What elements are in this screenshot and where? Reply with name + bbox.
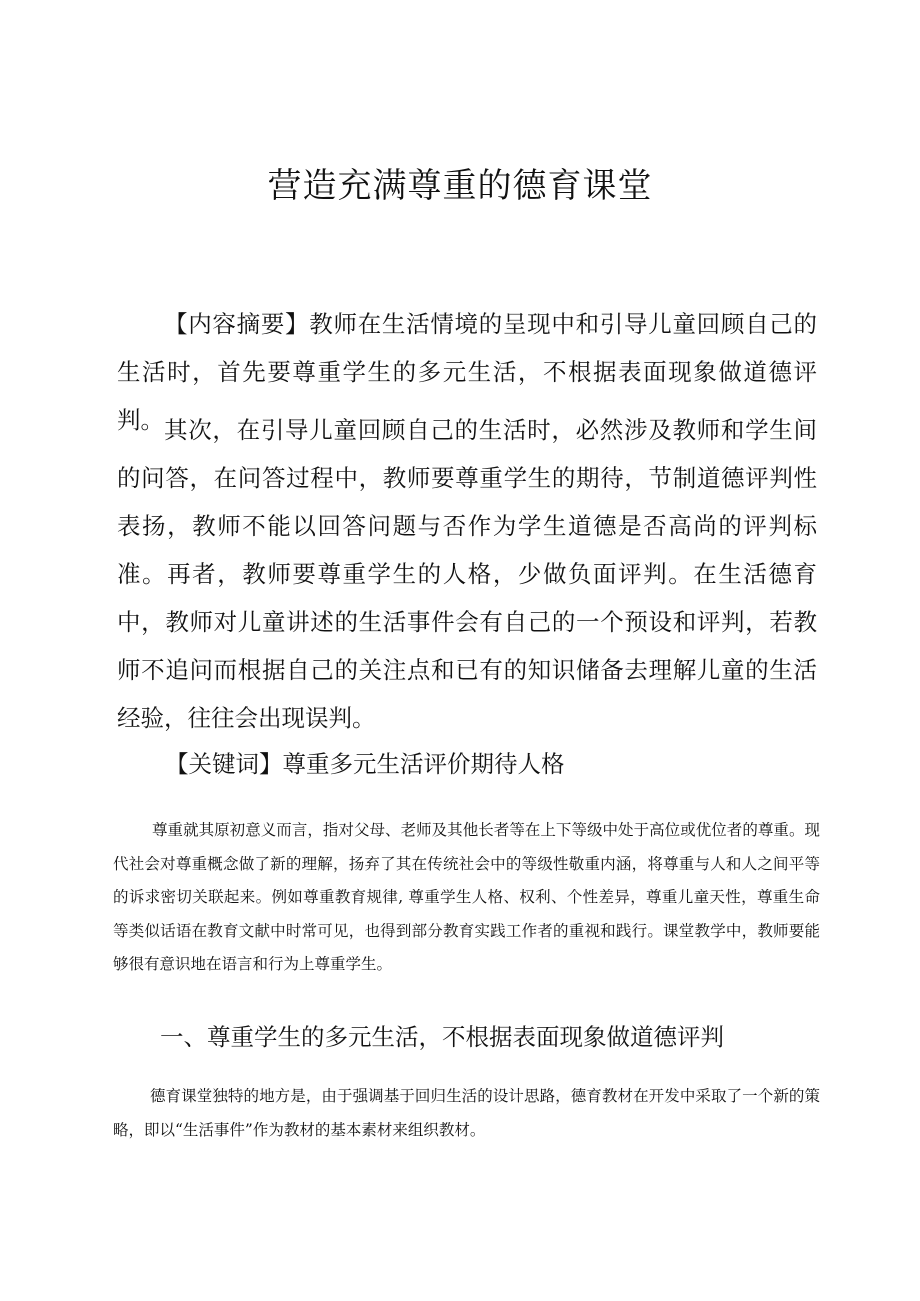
body-paragraph-section-1: 德育课堂独特的地方是，由于强调基于回归生活的设计思路，德育教材在开发中采取了一个新的策略，即以“生活事件”作为教材的基本素材来组织教材。 — [113, 1087, 820, 1139]
keywords-line: 【关键词】尊重多元生活评价期待人格 — [165, 750, 565, 778]
section-heading-1: 一、尊重学生的多元生活，不根据表面现象做道德评判 — [160, 1023, 724, 1051]
document-title: 营造充满尊重的德育课堂 — [267, 166, 653, 206]
body-paragraph-intro: 尊重就其原初意义而言，指对父母、老师及其他长者等在上下等级中处于高位或优位者的尊重。现代社会对尊重概念做了新的理解，扬弃了其在传统社会中的等级性敬重内涵，将尊重与人和人之间平等的诉求密切关联起来。例如尊重教育规律, 尊重学生人格、权利、个性差异，尊重儿童天性，尊重生命等类似话语在教育文献中时常可见，也得到部分教育实践工作者的重视和践行。课堂教学中，教师要能够很有意识地在语言和行为上尊重学生。 — [113, 821, 820, 973]
abstract-paragraph: 【内容摘要】教师在生活情境的呈现中和引导儿童回顾自己的生活时，首先要尊重学生的多元生活，不根据表面现象做道德评判。 — [117, 310, 817, 434]
abstract-paragraph-continued: 其次，在引导儿童回顾自己的生活时，必然涉及教师和学生间的问答，在问答过程中，教师要尊重学生的期待，节制道德评判性表扬，教师不能以回答问题与否作为学生道德是否高尚的评判标准。再者，教师要尊重学生的人格，少做负面评判。在生活德育中，教师对儿童讲述的生活事件会有自己的一个预设和评判，若教师不追问而根据自己的关注点和已有的知识储备去理解儿童的生活经验，往往会出现误判。 — [117, 416, 817, 732]
